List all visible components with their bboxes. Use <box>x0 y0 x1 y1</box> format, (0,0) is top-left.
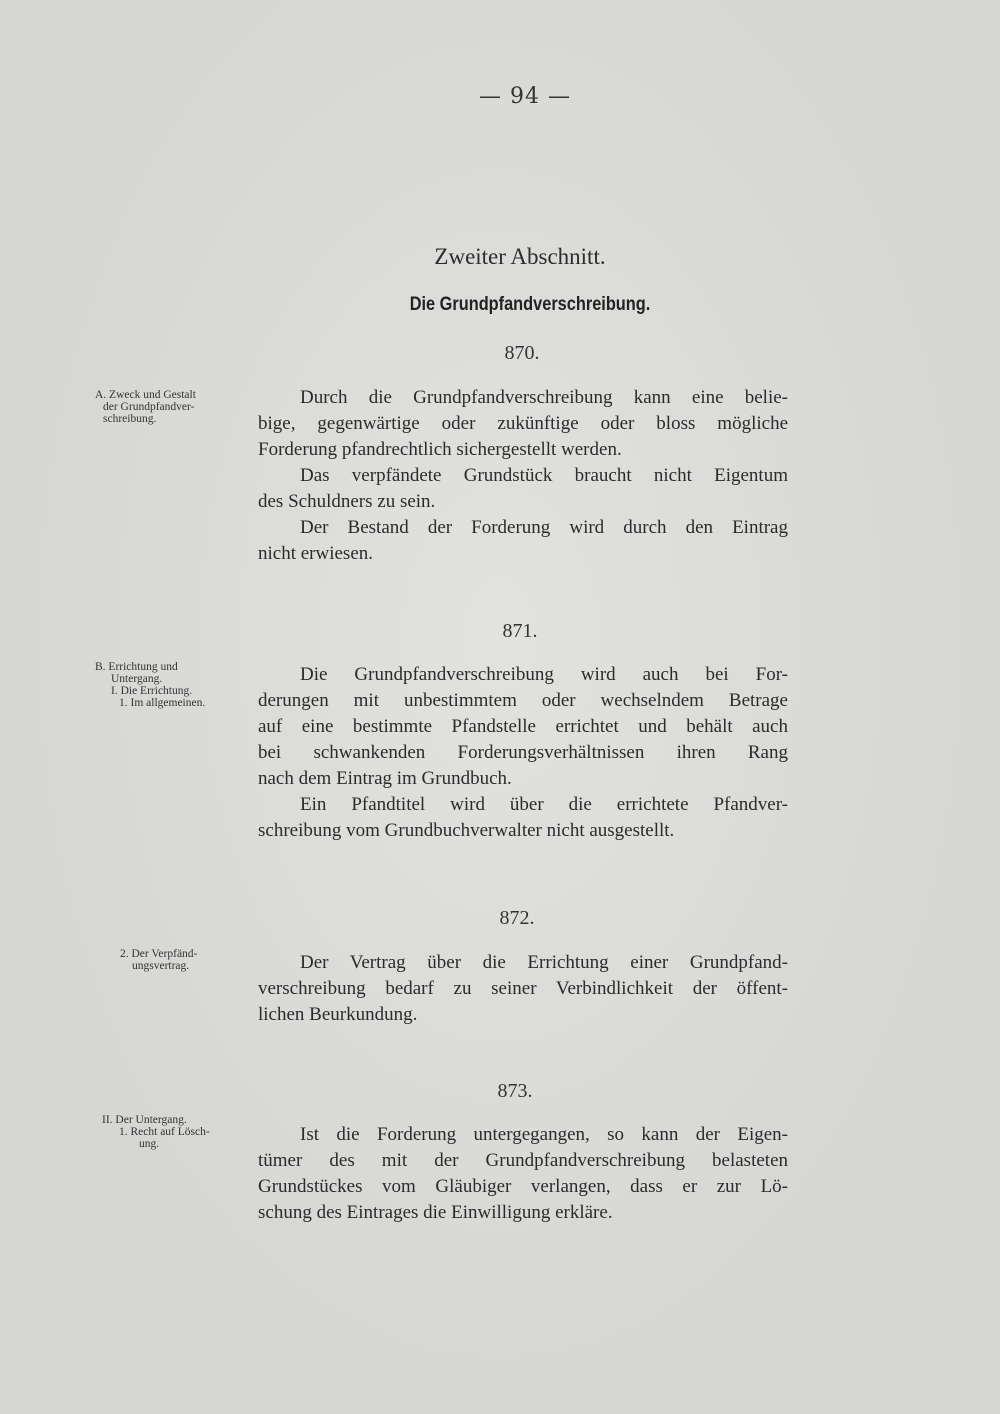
margin-note <box>95 661 205 709</box>
text-line: derungen mit unbestimmtem oder wechselndem Betrage <box>258 690 788 711</box>
margin-note-line: 2. Der Verpfänd- <box>120 948 198 960</box>
margin-note-line: der Grundpfandver- <box>103 401 195 413</box>
text-line: Das verpfändete Grundstück braucht nicht Eigentum <box>300 465 788 486</box>
text-line: Ein Pfandtitel wird über die errichtete Pfandver- <box>300 794 788 815</box>
page-number: — 94 — <box>479 84 571 109</box>
margin-note-line: 1. Recht auf Lösch- <box>119 1126 210 1138</box>
margin-note <box>95 389 196 425</box>
margin-note-line: II. Der Untergang. <box>102 1114 187 1126</box>
margin-note-line: ung. <box>139 1138 160 1150</box>
margin-note-line: schreibung. <box>103 413 157 425</box>
text-line: Der Vertrag über die Errichtung einer Grundpfand- <box>300 952 788 973</box>
margin-note-line: A. Zweck und Gestalt <box>95 389 196 401</box>
article-number: 872. <box>499 907 535 929</box>
text-line: bige, gegenwärtige oder zukünftige oder bloss mögliche <box>258 413 788 434</box>
margin-note-line: ungsvertrag. <box>132 960 190 972</box>
article-number: 871. <box>502 620 538 642</box>
text-line: Die Grundpfandverschreibung wird auch bei For- <box>300 664 788 685</box>
margin-note <box>120 948 197 972</box>
article-text <box>258 950 788 1028</box>
margin-note <box>102 1114 210 1150</box>
text-line: Ist die Forderung untergegangen, so kann der Eigen- <box>300 1124 788 1145</box>
text-line: lichen Beurkundung. <box>258 1004 418 1025</box>
text-line: nicht erwiesen. <box>258 543 374 564</box>
section-title: Die Grundpfandverschreibung. <box>409 294 651 315</box>
text-line: auf eine bestimmte Pfandstelle errichtet und behält auch <box>258 716 788 737</box>
article-number: 870. <box>504 342 540 364</box>
article-text <box>258 662 788 844</box>
text-line: verschreibung bedarf zu seiner Verbindlichkeit der öffent- <box>258 978 788 999</box>
article-text <box>258 1122 788 1226</box>
text-line: schreibung vom Grundbuchverwalter nicht ausgestellt. <box>258 820 675 841</box>
margin-note-line: B. Errichtung und <box>95 661 178 673</box>
text-line: schung des Eintrages die Einwilligung erkläre. <box>258 1202 613 1223</box>
text-line: Der Bestand der Forderung wird durch den Eintrag <box>300 517 788 538</box>
text-line: des Schuldners zu sein. <box>258 491 436 512</box>
text-line: Grundstückes vom Gläubiger verlangen, dass er zur Lö- <box>258 1176 788 1197</box>
margin-note-line: 1. Im allgemeinen. <box>119 697 206 709</box>
section-heading: Zweiter Abschnitt. <box>434 244 606 269</box>
text-line: Durch die Grundpfandverschreibung kann eine belie- <box>300 387 788 408</box>
text-line: bei schwankenden Forderungsverhältnissen ihren Rang <box>258 742 788 763</box>
margin-note-line: Untergang. <box>111 673 163 685</box>
margin-note-line: I. Die Errichtung. <box>111 685 193 697</box>
article-number: 873. <box>497 1080 533 1102</box>
article-text <box>258 385 788 567</box>
text-line: nach dem Eintrag im Grundbuch. <box>258 768 512 789</box>
text-line: Forderung pfandrechtlich sichergestellt werden. <box>258 439 622 460</box>
text-line: tümer des mit der Grundpfandverschreibung belasteten <box>258 1150 788 1171</box>
